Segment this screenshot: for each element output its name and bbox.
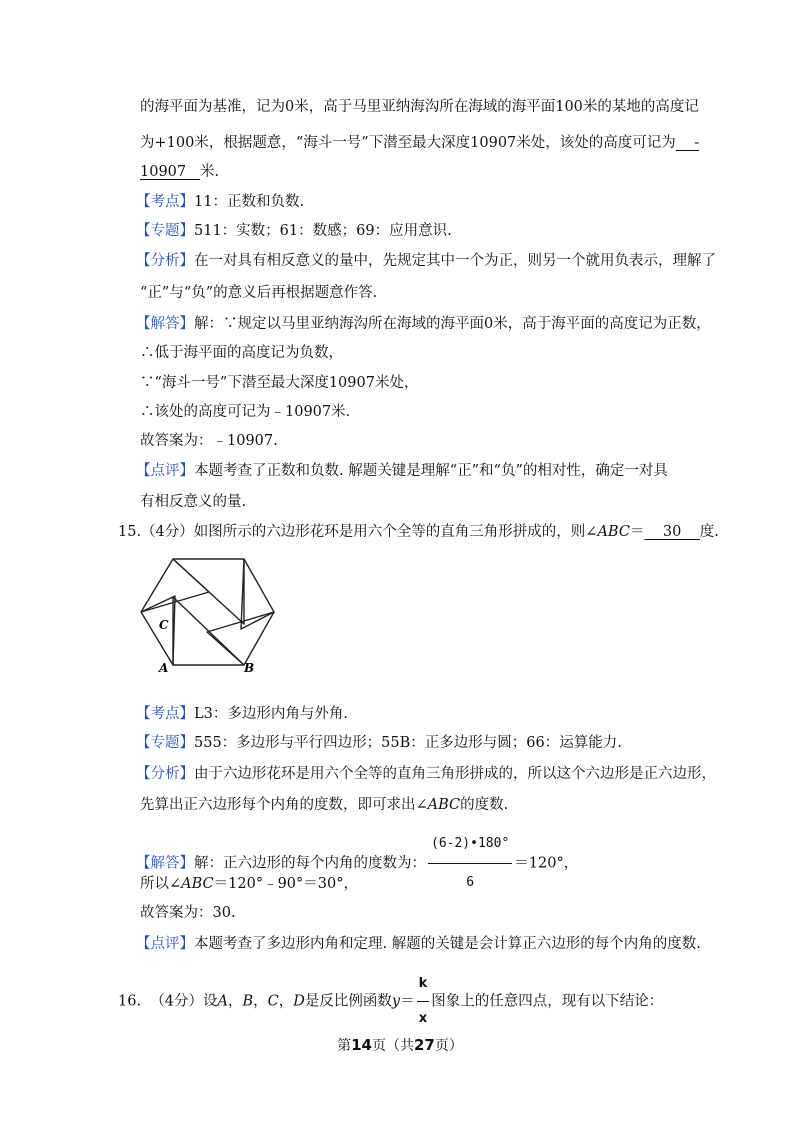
dianping-tag: 点评 (150, 936, 180, 952)
jieda-angle-name: ABC (181, 876, 214, 892)
answer-text: 故答案为：30. (140, 905, 236, 921)
function-fraction (417, 967, 430, 1036)
triangle-3 (241, 559, 274, 629)
zhuanti-text: 511：实数；61：数感；69：应用意识. (194, 223, 452, 239)
fenxi-text-2-end: 的度数. (460, 797, 509, 813)
p15-eq-sign: ＝ (629, 524, 645, 540)
var-y: y (391, 993, 401, 1010)
p14-answer-blank-1: - (675, 135, 700, 151)
jieda-text-1: 解：正六边形的每个内角的度数为： (194, 855, 426, 872)
p14-line-3 (140, 162, 219, 182)
jieda-text-4: ∴该处的高度可记为﹣10907米. (140, 404, 351, 420)
fraction-numerator: (6-2)•180° (428, 826, 512, 864)
jieda-tag: 解答 (150, 855, 180, 872)
answer-text: 故答案为：﹣10907. (140, 433, 278, 449)
fraction-denominator: x (418, 1011, 428, 1026)
dianping-text-2: 有相反意义的量. (140, 494, 247, 510)
angle-fraction (428, 826, 512, 901)
p15-jieda-2 (140, 874, 358, 894)
p15-jieda-1: 【解答】解：正六边形的每个内角的度数为： $\frac{(6-2)•180^\circ}{6}$ ＝120°， (136, 826, 578, 901)
comma: ， (253, 993, 268, 1010)
kaodian-tag: 考点 (150, 706, 180, 722)
p14-fenxi-2 (140, 283, 377, 303)
total-pages: 27 (414, 1036, 435, 1054)
label-a: A (159, 661, 169, 673)
jieda-text-1: 解：∵规定以马里亚纳海沟所在海域的海平面0米，高于海平面的高度记为正数， (194, 316, 711, 332)
dianping-text: 本题考查了多边形内角和定理. 解题的关键是会计算正六边形的每个内角的度数. (194, 936, 701, 952)
p14-text-2: 为+100米，根据题意，“海斗一号”下潜至最大深度10907米处，该处的高度可记为 (140, 135, 676, 151)
p16-question-end: 图象上的任意四点，现有以下结论： (431, 993, 664, 1010)
fenxi-text-2: 先算出正六边形每个内角的度数，即可求出∠ (140, 797, 428, 813)
jieda-tag: 解答 (150, 316, 180, 332)
p14-line-1 (140, 97, 699, 117)
current-page-number: 14 (351, 1036, 372, 1054)
point-d: D (293, 993, 305, 1010)
p15-question-text: 15.（4分）如图所示的六边形花环是用六个全等的直角三角形拼成的，则∠ (118, 524, 598, 540)
fenxi-text: 在一对具有相反意义的量中，先规定其中一个为正，则另一个就用负表示，理解了 (194, 253, 716, 269)
fenxi-angle-name: ABC (427, 797, 461, 813)
comma: ， (228, 993, 243, 1010)
zhuanti-tag: 专题 (150, 735, 180, 751)
label-b: B (244, 661, 255, 673)
p15-answer (140, 903, 236, 923)
footer-pre: 第 (337, 1038, 352, 1054)
p15-kaodian: 【考点】L3：多边形内角与外角. (136, 706, 348, 722)
dianping-tag: 点评 (150, 463, 180, 479)
p14-jieda-3 (140, 373, 418, 393)
p16-question (118, 967, 663, 1036)
p14-jieda-2 (140, 343, 343, 363)
p16-question-start: 16. （4分）设 (118, 993, 218, 1010)
footer-mid: 页（共 (372, 1038, 414, 1054)
p14-answer (140, 431, 278, 451)
comma: ， (278, 993, 294, 1010)
jieda-text-2-end: ＝120°﹣90°＝30°， (213, 876, 358, 892)
point-c: C (267, 993, 279, 1010)
p14-dianping-1: 【点评】本题考查了正数和负数. 解题关键是理解“正”和“负”的相对性，确定一对具 (136, 463, 668, 479)
p14-fenxi-1: 【分析】在一对具有相反意义的量中，先规定其中一个为正，则另一个就用负表示，理解了 (136, 253, 716, 269)
p14-line-2 (140, 133, 699, 153)
point-a: A (217, 993, 228, 1010)
label-c: C (159, 618, 169, 632)
kaodian-text: L3：多边形内角与外角. (194, 706, 348, 722)
p15-zhuanti: 【专题】555：多边形与平行四边形；55B：正多边形与圆；66：运算能力. (136, 735, 622, 751)
footer-post: 页） (434, 1038, 463, 1054)
dianping-text-1: 本题考查了正数和负数. 解题关键是理解“正”和“负”的相对性，确定一对具 (194, 463, 668, 479)
fraction-denominator: 6 (466, 875, 475, 890)
p14-jieda-1: 【解答】解：∵规定以马里亚纳海沟所在海域的海平面0米，高于海平面的高度记为正数， (136, 316, 711, 332)
jieda-text-2: 所以∠ (140, 876, 182, 892)
jieda-result: ＝120°， (514, 855, 579, 872)
jieda-text-3: ∵“海斗一号”下潜至最大深度10907米处， (140, 375, 419, 391)
p16-question-mid: 是反比例函数 (304, 993, 392, 1010)
p14-answer-blank-2: 10907 (140, 164, 200, 180)
fenxi-tag: 分析 (150, 253, 180, 269)
fenxi-text: 由于六边形花环是用六个全等的直角三角形拼成的，所以这个六边形是正六边形， (194, 766, 716, 782)
eq-sign: ＝ (400, 993, 415, 1010)
kaodian-text: 11：正数和负数. (194, 194, 305, 210)
p15-question (118, 522, 719, 542)
page-footer (0, 1035, 800, 1055)
p15-fenxi-1: 【分析】由于六边形花环是用六个全等的直角三角形拼成的，所以这个六边形是正六边形， (136, 766, 716, 782)
p15-answer-blank: 30 (644, 524, 700, 540)
outer-hexagon (141, 559, 274, 665)
p15-unit: 度. (699, 524, 719, 540)
p15-fenxi-2 (140, 795, 508, 815)
jieda-text-2: ∴低于海平面的高度记为负数， (140, 345, 343, 361)
p14-jieda-4 (140, 402, 350, 422)
p15-dianping: 【点评】本题考查了多边形内角和定理. 解题的关键是会计算正六边形的每个内角的度数. (136, 936, 701, 952)
p14-unit: 米. (199, 164, 220, 180)
fraction-numerator: k (417, 967, 430, 1002)
p14-text-1: 的海平面为基准，记为0米，高于马里亚纳海沟所在海域的海平面100米的某地的高度记 (140, 99, 699, 115)
zhuanti-tag: 专题 (150, 223, 180, 239)
p15-angle-name: ABC (597, 524, 630, 540)
kaodian-tag: 考点 (150, 194, 180, 210)
fenxi-tag: 分析 (150, 766, 180, 782)
zhuanti-text: 555：多边形与平行四边形；55B：正多边形与圆；66：运算能力. (194, 735, 622, 751)
point-b: B (242, 993, 254, 1010)
fenxi-text-2: “正”与“负”的意义后再根据题意作答. (140, 285, 378, 301)
p14-kaodian: 【考点】11：正数和负数. (136, 194, 305, 210)
p14-zhuanti: 【专题】511：实数；61：数感；69：应用意识. (136, 223, 452, 239)
hexagon-figure (133, 548, 283, 673)
p14-dianping-2 (140, 492, 246, 512)
